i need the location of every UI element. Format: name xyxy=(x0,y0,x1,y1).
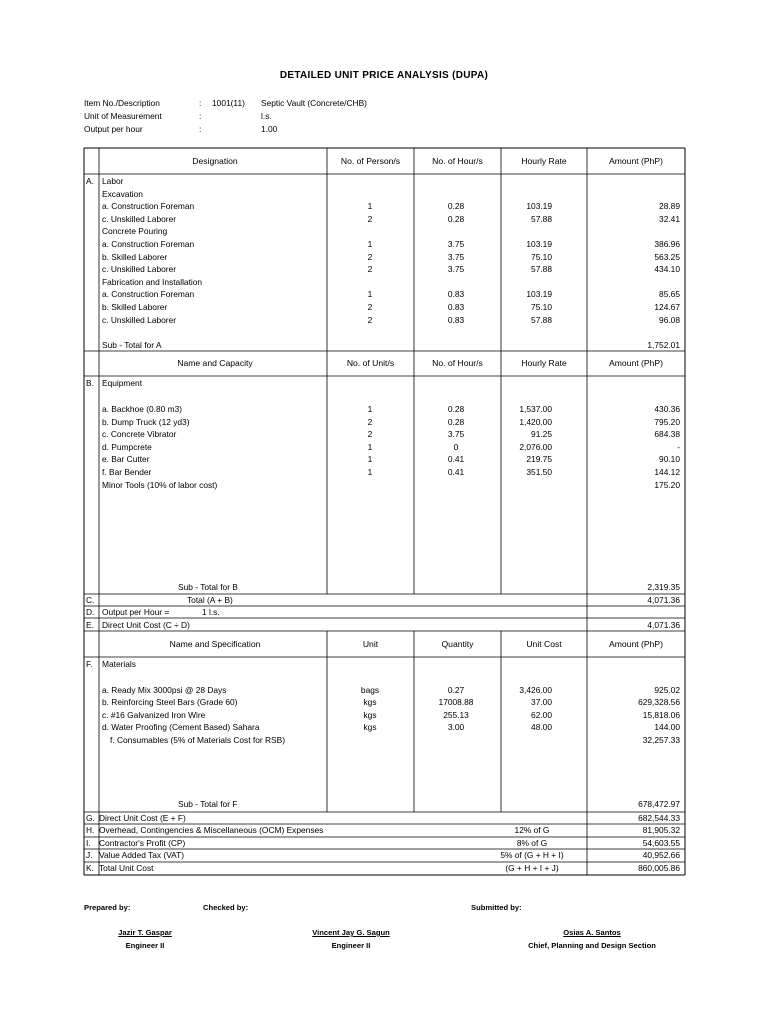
subtotal-value: 2,319.35 xyxy=(647,582,680,592)
row-cell: 32,257.33 xyxy=(642,734,680,745)
row-cell: 1 xyxy=(367,289,373,300)
row-cell: bags xyxy=(360,684,380,695)
info-code: 1001(11) xyxy=(212,98,245,108)
row-extra: 1 l.s. xyxy=(202,607,220,617)
row-cell: 57.88 xyxy=(531,213,552,224)
info-label: Item No./Description xyxy=(84,98,160,108)
row-cell: 3,426.00 xyxy=(519,684,552,695)
row-cell: 2 xyxy=(367,213,373,224)
row-cell: 85.65 xyxy=(659,289,680,300)
row-description: c. Unskilled Laborer xyxy=(102,213,177,224)
row-description: d. Water Proofing (Cement Based) Sahara xyxy=(102,722,260,733)
row-description: a. Construction Foreman xyxy=(102,239,195,249)
row-letter: I. xyxy=(86,838,91,848)
row-cell: 1 xyxy=(367,239,373,249)
row-cell: 57.88 xyxy=(531,264,552,275)
row-cell: 62.00 xyxy=(531,709,552,720)
row-cell: 90.10 xyxy=(659,454,680,465)
row-label: Contractor's Profit (CP) xyxy=(99,838,186,848)
row-letter: H. xyxy=(86,825,95,835)
column-header: Quantity xyxy=(441,639,474,649)
row-description: d. Pumpcrete xyxy=(102,441,152,452)
row-cell: 37.00 xyxy=(531,697,552,708)
row-cell: 0.41 xyxy=(447,454,465,465)
row-label: Output per Hour = xyxy=(102,607,170,617)
column-header: Designation xyxy=(192,156,238,166)
info-label: Unit of Measurement xyxy=(84,111,162,121)
row-letter: G. xyxy=(86,813,95,823)
row-cell: 386.96 xyxy=(654,239,680,249)
column-header: Name and Specification xyxy=(169,639,261,649)
row-cell: 75.10 xyxy=(531,302,552,312)
row-cell: 2 xyxy=(367,416,373,427)
row-cell: 91.25 xyxy=(531,429,552,440)
column-header: Amount (PhP) xyxy=(609,358,663,368)
row-description: e. Bar Cutter xyxy=(102,454,150,465)
row-description: b. Skilled Laborer xyxy=(102,302,168,312)
info-label: Output per hour xyxy=(84,124,143,134)
row-description: Fabrication and Installation xyxy=(102,276,203,287)
subtotal-label: Sub - Total for B xyxy=(178,582,238,592)
column-header: Unit Cost xyxy=(526,639,562,649)
row-value: 4,071.36 xyxy=(647,595,680,605)
row-letter: K. xyxy=(86,863,94,873)
row-value: 40,952.66 xyxy=(642,850,680,860)
subtotal-label: Sub - Total for F xyxy=(178,799,238,809)
info-colon: : xyxy=(199,98,202,108)
row-cell: kgs xyxy=(363,709,377,720)
signatory-name: Jazir T. Gaspar xyxy=(118,928,172,937)
row-formula: 12% of G xyxy=(514,825,550,835)
column-header: No. of Hour/s xyxy=(432,358,483,368)
row-description: f. Consumables (5% of Materials Cost for RSB) xyxy=(110,734,286,745)
column-header: Amount (PhP) xyxy=(609,639,663,649)
info-value: Septic Vault (Concrete/CHB) xyxy=(261,98,367,108)
page-title: DETAILED UNIT PRICE ANALYSIS (DUPA) xyxy=(279,70,489,81)
row-cell: 144.00 xyxy=(654,722,680,733)
section-title: Equipment xyxy=(102,378,143,388)
row-letter: J. xyxy=(86,850,93,860)
row-cell: 629,328.56 xyxy=(638,697,680,708)
row-description: b. Skilled Laborer xyxy=(102,251,168,262)
row-description: Excavation xyxy=(102,188,143,199)
row-cell: 0.27 xyxy=(447,684,465,695)
row-cell: 2,076.00 xyxy=(519,441,552,452)
row-cell: 1 xyxy=(367,454,373,465)
row-cell: - xyxy=(677,441,680,452)
row-cell: 75.10 xyxy=(531,251,552,262)
checked-by-label: Checked by: xyxy=(203,903,249,912)
row-description: c. Unskilled Laborer xyxy=(102,314,177,325)
row-cell: 0.83 xyxy=(447,289,465,300)
row-cell: 3.00 xyxy=(447,722,465,733)
row-description: c. Concrete Vibrator xyxy=(102,429,177,440)
row-cell: 103.19 xyxy=(526,289,552,300)
row-cell: 925.02 xyxy=(654,684,680,695)
row-cell: 351.50 xyxy=(526,467,552,477)
section-title: Materials xyxy=(102,659,136,669)
row-value: 682,544.33 xyxy=(638,813,680,823)
row-description: b. Reinforcing Steel Bars (Grade 60) xyxy=(102,697,238,708)
column-header: Amount (PhP) xyxy=(609,156,663,166)
section-letter: F. xyxy=(86,659,93,669)
prepared-by-label: Prepared by: xyxy=(84,903,131,912)
row-cell: 2 xyxy=(367,302,373,312)
row-cell: 48.00 xyxy=(531,722,552,733)
row-cell: 28.89 xyxy=(659,201,680,212)
row-description: Minor Tools (10% of labor cost) xyxy=(102,479,218,490)
column-header: Hourly Rate xyxy=(521,156,567,166)
row-description: f. Bar Bender xyxy=(102,467,152,477)
row-cell: 684.38 xyxy=(654,429,680,440)
row-label: Value Added Tax (VAT) xyxy=(99,850,185,860)
row-cell: 2 xyxy=(367,314,373,325)
row-description: a. Ready Mix 3000psi @ 28 Days xyxy=(102,684,227,695)
row-cell: 0 xyxy=(453,441,459,452)
row-description: c. Unskilled Laborer xyxy=(102,264,177,275)
row-letter: D. xyxy=(86,607,95,617)
row-description: b. Dump Truck (12 yd3) xyxy=(102,416,190,427)
row-cell: 2 xyxy=(367,264,373,275)
row-cell: 3.75 xyxy=(447,429,465,440)
signatory-title: Engineer II xyxy=(331,941,371,950)
row-cell: kgs xyxy=(363,722,377,733)
row-description: Concrete Pouring xyxy=(102,226,168,237)
signatory-title: Engineer II xyxy=(125,941,165,950)
row-cell: 2 xyxy=(367,429,373,440)
row-cell: 2 xyxy=(367,251,373,262)
row-cell: 1,420.00 xyxy=(519,416,552,427)
row-value: 54,603.55 xyxy=(642,838,680,848)
row-description: a. Backhoe (0.80 m3) xyxy=(102,404,183,414)
row-label: Direct Unit Cost (E + F) xyxy=(99,813,186,823)
subtotal-value: 678,472.97 xyxy=(638,799,680,809)
row-cell: 255.13 xyxy=(443,709,469,720)
signatory-title: Chief, Planning and Design Section xyxy=(528,941,656,950)
row-cell: 0.28 xyxy=(447,213,465,224)
column-header: Unit xyxy=(362,639,379,649)
row-label: Total Unit Cost xyxy=(99,863,154,873)
row-description: a. Construction Foreman xyxy=(102,289,195,300)
row-label: Overhead, Contingencies & Miscellaneous (OCM) Expenses xyxy=(99,825,324,835)
row-cell: 175.20 xyxy=(654,479,680,490)
row-cell: 434.10 xyxy=(654,264,680,275)
row-cell: 1,537.00 xyxy=(519,404,552,414)
row-cell: 219.75 xyxy=(526,454,552,465)
row-cell: 15,818.06 xyxy=(642,709,680,720)
row-cell: 1 xyxy=(367,441,373,452)
row-cell: 1 xyxy=(367,404,373,414)
row-cell: 17008.88 xyxy=(438,697,474,708)
row-cell: 3.75 xyxy=(447,251,465,262)
row-cell: 3.75 xyxy=(447,239,465,249)
section-title: Labor xyxy=(102,176,124,186)
column-header: Hourly Rate xyxy=(521,358,567,368)
column-header: No. of Unit/s xyxy=(346,358,395,368)
row-cell: 1 xyxy=(367,467,373,477)
row-cell: 563.25 xyxy=(654,251,680,262)
row-cell: 1 xyxy=(367,201,373,212)
column-header: Name and Capacity xyxy=(177,358,253,368)
row-formula: 8% of G xyxy=(516,838,548,848)
signatory-name: Vincent Jay G. Sagun xyxy=(312,928,390,937)
row-cell: 124.67 xyxy=(654,302,680,312)
info-colon: : xyxy=(199,124,202,134)
row-value: 4,071.36 xyxy=(647,620,680,630)
section-letter: B. xyxy=(86,378,94,388)
row-cell: kgs xyxy=(363,697,377,708)
row-cell: 32.41 xyxy=(659,213,680,224)
row-cell: 3.75 xyxy=(447,264,465,275)
row-cell: 0.28 xyxy=(447,416,465,427)
row-label: Total (A + B) xyxy=(187,595,233,605)
column-header: No. of Hour/s xyxy=(432,156,483,166)
row-cell: 144.12 xyxy=(654,467,680,477)
section-letter: A. xyxy=(86,176,94,186)
submitted-by-label: Submitted by: xyxy=(471,903,522,912)
row-cell: 0.83 xyxy=(447,302,465,312)
info-value: 1.00 xyxy=(261,124,278,134)
row-letter: C. xyxy=(86,595,95,605)
row-label: Direct Unit Cost (C ÷ D) xyxy=(102,620,190,630)
subtotal-label: Sub - Total for A xyxy=(102,340,162,350)
row-cell: 96.08 xyxy=(659,314,680,325)
row-cell: 103.19 xyxy=(526,239,552,249)
signatory-name: Osias A. Santos xyxy=(563,928,621,937)
row-value: 860,005.86 xyxy=(638,863,680,873)
row-cell: 0.28 xyxy=(447,404,465,414)
row-cell: 57.88 xyxy=(531,314,552,325)
row-cell: 0.83 xyxy=(447,314,465,325)
row-cell: 430.36 xyxy=(654,404,680,414)
info-colon: : xyxy=(199,111,202,121)
row-cell: 0.28 xyxy=(447,201,465,212)
row-description: a. Construction Foreman xyxy=(102,201,195,212)
row-letter: E. xyxy=(86,620,94,630)
row-cell: 795.20 xyxy=(654,416,680,427)
row-value: 81,905.32 xyxy=(642,825,680,835)
row-formula: (G + H + I + J) xyxy=(505,863,559,873)
info-value: l.s. xyxy=(261,111,272,121)
subtotal-value: 1,752.01 xyxy=(647,340,680,350)
row-description: c. #16 Galvanized Iron Wire xyxy=(102,709,206,720)
column-header: No. of Person/s xyxy=(340,156,401,166)
row-cell: 0.41 xyxy=(447,467,465,477)
row-formula: 5% of (G + H + I) xyxy=(500,850,564,860)
row-cell: 103.19 xyxy=(526,201,552,212)
